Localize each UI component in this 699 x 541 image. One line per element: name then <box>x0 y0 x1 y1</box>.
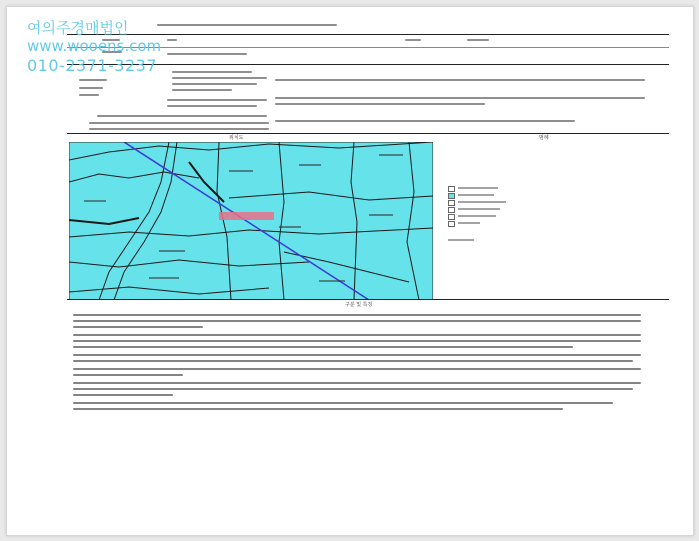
watermark-name: 여의주경매법인 <box>27 19 129 37</box>
map-section-label: 위치도 <box>229 135 244 141</box>
description-body <box>73 314 643 416</box>
paragraph <box>73 314 643 328</box>
map-canvas <box>69 142 433 300</box>
paragraph <box>73 402 643 410</box>
paragraph <box>73 382 643 396</box>
map-rail <box>69 162 224 224</box>
paragraph <box>73 368 643 376</box>
paragraph <box>73 334 643 348</box>
location-map <box>69 142 433 300</box>
target-parcel <box>219 212 274 220</box>
watermark <box>27 19 161 75</box>
map-route-line <box>124 142 369 300</box>
watermark-website: www.wooens.com <box>27 37 162 56</box>
document-page <box>6 6 694 536</box>
watermark-phone: 010-2371-3237 <box>27 55 158 75</box>
legend-section-label: 범례 <box>539 135 549 141</box>
paragraph <box>73 354 643 362</box>
description-section-label: 구분 및 특징 <box>345 302 373 308</box>
